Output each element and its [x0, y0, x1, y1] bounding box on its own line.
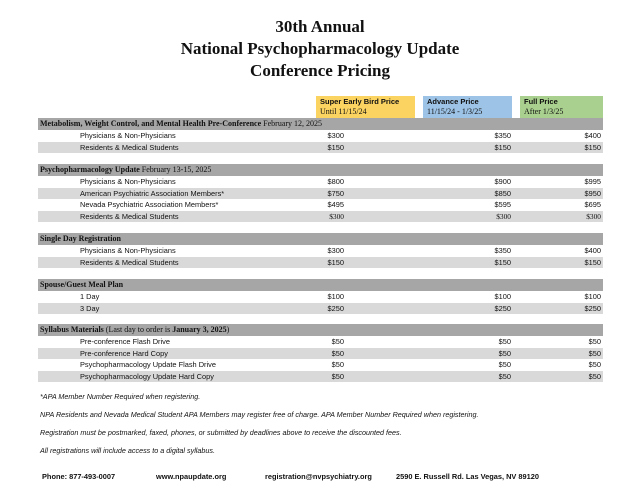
table-row	[38, 257, 603, 269]
price-advance: $350	[494, 246, 511, 255]
column-header-full	[520, 96, 603, 118]
row-label: Psychopharmacology Update Hard Copy	[80, 371, 214, 381]
section-title: Single Day Registration	[40, 234, 121, 243]
table-row	[38, 303, 603, 315]
section-header	[38, 233, 603, 245]
column-header-date: 11/15/24 - 1/3/25	[427, 107, 483, 116]
row-label: Residents & Medical Students	[80, 142, 179, 152]
note-digital-syllabus: All registrations will include access to a digital syllabus.	[40, 446, 215, 455]
row-label: Nevada Psychiatric Association Members*	[80, 200, 219, 209]
row-label: Psychopharmacology Update Flash Drive	[80, 360, 216, 369]
price-super-early-bird: $250	[327, 303, 344, 313]
price-super-early-bird: $150	[327, 142, 344, 152]
price-full: $995	[584, 177, 601, 186]
column-header-label: Advance Price	[427, 97, 479, 106]
column-header-label: Full Price	[524, 97, 558, 106]
table-row	[38, 336, 603, 348]
price-advance: $250	[494, 303, 511, 313]
price-advance: $595	[494, 200, 511, 209]
title-line-2: National Psychopharmacology Update	[180, 39, 460, 58]
title-line-1: 30th Annual	[275, 17, 365, 36]
footer-website[interactable]: www.npaupdate.org	[156, 472, 227, 481]
price-full: $50	[588, 360, 601, 369]
row-label: Pre-conference Hard Copy	[80, 348, 168, 358]
section-title: Syllabus Materials	[40, 325, 104, 334]
price-full: $695	[584, 200, 601, 209]
section-date: February 12, 2025	[261, 119, 323, 128]
table-row	[38, 371, 603, 383]
section-title: Psychopharmacology Update	[40, 165, 140, 174]
title-line-3: Conference Pricing	[250, 61, 390, 80]
table-row	[38, 211, 603, 223]
price-advance: $850	[494, 188, 511, 198]
row-label: Physicians & Non-Physicians	[80, 246, 176, 255]
price-super-early-bird: $150	[327, 257, 344, 267]
row-label: Residents & Medical Students	[80, 257, 179, 267]
price-advance: $50	[498, 360, 511, 369]
price-full: $100	[584, 292, 601, 301]
price-super-early-bird: $50	[331, 337, 344, 346]
column-header-date: After 1/3/25	[524, 107, 564, 116]
table-row	[38, 188, 603, 200]
price-advance: $50	[498, 371, 511, 381]
row-label: American Psychiatric Association Members*	[80, 188, 225, 198]
row-label: Physicians & Non-Physicians	[80, 177, 176, 186]
price-advance: $900	[494, 177, 511, 186]
column-header-date: Until 11/15/24	[320, 107, 367, 116]
section-header	[38, 324, 603, 336]
price-full: $950	[584, 188, 601, 198]
price-full: $400	[584, 246, 601, 255]
column-header-label: Super Early Bird Price	[320, 97, 400, 106]
section-title-end: )	[226, 325, 230, 334]
price-super-early-bird: $50	[331, 371, 344, 381]
footer-address: 2590 E. Russell Rd. Las Vegas, NV 89120	[396, 472, 539, 481]
price-full: $150	[584, 142, 601, 152]
table-row	[38, 359, 603, 371]
row-label: 1 Day	[80, 292, 100, 301]
price-full: $400	[584, 131, 601, 140]
price-full: $50	[588, 371, 601, 381]
price-super-early-bird: $300	[329, 211, 344, 221]
price-full: $50	[588, 337, 601, 346]
row-label: Pre-conference Flash Drive	[80, 337, 170, 346]
section-date: (Last day to order is	[103, 325, 173, 334]
price-full: $50	[588, 348, 601, 358]
price-full: $250	[584, 303, 601, 313]
price-advance: $50	[498, 348, 511, 358]
table-row	[38, 348, 603, 360]
price-super-early-bird: $100	[327, 292, 344, 301]
price-super-early-bird: $300	[327, 131, 344, 140]
section-title: Metabolism, Weight Control, and Mental Health Pre-Conference	[40, 119, 262, 128]
column-header-advance	[423, 96, 512, 118]
price-full: $150	[584, 257, 601, 267]
section-deadline: January 3, 2025	[172, 325, 227, 334]
price-super-early-bird: $50	[331, 360, 344, 369]
table-row	[38, 291, 603, 303]
note-apa-member: *APA Member Number Required when registering.	[40, 392, 201, 401]
price-super-early-bird: $495	[327, 200, 344, 209]
table-row	[38, 245, 603, 257]
table-row	[38, 199, 603, 211]
column-header-super-early-bird	[316, 96, 415, 118]
price-full: $300	[586, 211, 601, 221]
price-super-early-bird: $800	[327, 177, 344, 186]
price-advance: $300	[496, 211, 511, 221]
footer-email[interactable]: registration@nvpsychiatry.org	[265, 472, 372, 481]
section-title: Spouse/Guest Meal Plan	[40, 280, 124, 289]
note-registration-deadline: Registration must be postmarked, faxed, phones, or submitted by deadlines above to receive the discounted fees.	[40, 428, 402, 437]
table-row	[38, 142, 603, 154]
note-npa-residents: NPA Residents and Nevada Medical Student APA Members may register free of charge. APA Member Number Required when registering.	[40, 410, 479, 419]
section-header	[38, 118, 603, 130]
price-advance: $100	[494, 292, 511, 301]
table-row	[38, 130, 603, 142]
price-super-early-bird: $300	[327, 246, 344, 255]
table-row	[38, 176, 603, 188]
price-advance: $150	[494, 257, 511, 267]
section-header	[38, 164, 603, 176]
price-advance: $350	[494, 131, 511, 140]
price-advance: $50	[498, 337, 511, 346]
row-label: Physicians & Non-Physicians	[80, 131, 176, 140]
price-super-early-bird: $50	[331, 348, 344, 358]
row-label: Residents & Medical Students	[80, 211, 179, 221]
price-super-early-bird: $750	[327, 188, 344, 198]
section-date: February 13-15, 2025	[139, 165, 212, 174]
section-header	[38, 279, 603, 291]
row-label: 3 Day	[80, 303, 100, 313]
price-advance: $150	[494, 142, 511, 152]
footer-phone: Phone: 877-493-0007	[42, 472, 116, 481]
